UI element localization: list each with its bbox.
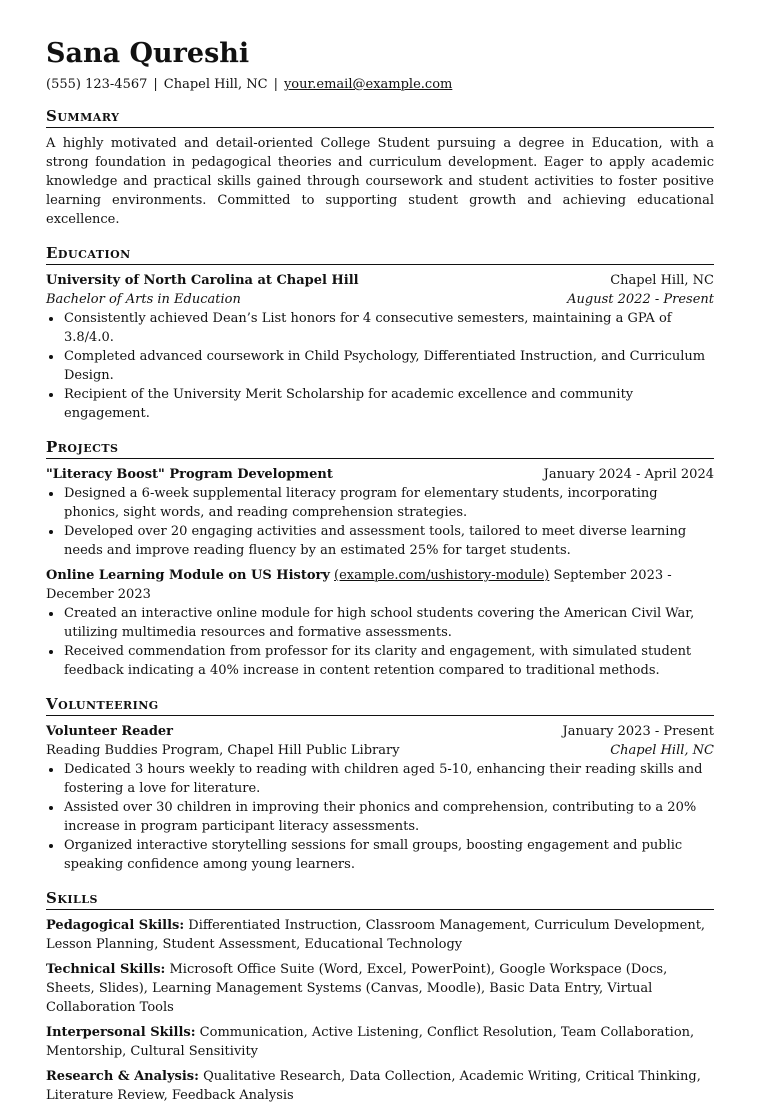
school-name: University of North Carolina at Chapel Hill xyxy=(46,273,359,288)
education-heading: Education xyxy=(46,243,714,265)
education-bullets xyxy=(46,309,714,423)
project-name: Online Learning Module on US History xyxy=(46,568,330,583)
skill-line xyxy=(46,1023,714,1061)
contact-line xyxy=(46,76,714,94)
volunteer-entry xyxy=(46,722,714,874)
skill-label: Research & Analysis: xyxy=(46,1069,199,1084)
skill-label: Pedagogical Skills: xyxy=(46,918,185,933)
school-location: Chapel Hill, NC xyxy=(610,273,714,288)
volunteer-bullets xyxy=(46,760,714,874)
project-name: "Literacy Boost" Program Development xyxy=(46,467,333,482)
separator: | xyxy=(153,77,158,92)
list-item: • Dedicated 3 hours weekly to reading with children aged 5-10, enhancing their reading skills and fostering a love for literature. xyxy=(63,760,714,798)
skill-label: Interpersonal Skills: xyxy=(46,1025,196,1040)
volunteer-role: Volunteer Reader xyxy=(46,724,174,739)
skill-text: Microsoft Office Suite (Word, Excel, PowerPoint), Google Workspace (Docs, Sheets, Slides), Learning Management Systems (Canvas, Moodle), Basic Data Entry, Virtual Collaboration Tools xyxy=(46,962,668,1015)
volunteer-location: Chapel Hill, NC xyxy=(610,743,714,758)
applicant-name: Sana Qureshi xyxy=(46,38,250,69)
volunteer-dates: January 2023 - Present xyxy=(562,724,714,739)
skill-line xyxy=(46,1067,714,1105)
education-entry xyxy=(46,271,714,423)
list-item: • Organized interactive storytelling sessions for small groups, boosting engagement and public speaking confidence among young learners. xyxy=(63,836,714,874)
projects-heading: Projects xyxy=(46,437,714,459)
list-item: • Received commendation from professor for its clarity and engagement, with simulated student feedback indicating a 40% increase in content retention compared to traditional methods. xyxy=(63,642,714,680)
degree: Bachelor of Arts in Education xyxy=(46,292,241,307)
project-entry xyxy=(46,566,714,680)
volunteer-org: Reading Buddies Program, Chapel Hill Public Library xyxy=(46,743,400,758)
phone-number: (555) 123-4567 xyxy=(46,77,148,92)
list-item: • Recipient of the University Merit Scholarship for academic excellence and community engagement. xyxy=(63,385,714,423)
skill-text: Differentiated Instruction, Classroom Management, Curriculum Development, Lesson Planning, Student Assessment, Educational Technology xyxy=(46,918,706,952)
project-dates: January 2024 - April 2024 xyxy=(543,467,714,482)
summary-text: A highly motivated and detail-oriented College Student pursuing a degree in Education, with a strong foundation in pedagogical theories and curriculum development. Eager to apply academic knowledge and practical skills gained through coursework and student activities to foster positive learning environments. Committed to supporting student growth and achieving educational excellence. xyxy=(46,136,714,227)
project-bullets xyxy=(46,484,714,560)
volunteering-heading: Volunteering xyxy=(46,694,714,716)
skill-text: Qualitative Research, Data Collection, Academic Writing, Critical Thinking, Literature Review, Feedback Analysis xyxy=(46,1069,701,1103)
list-item: • Created an interactive online module for high school students covering the American Civil War, utilizing multimedia resources and formative assessments. xyxy=(63,604,714,642)
summary-heading: Summary xyxy=(46,106,714,128)
separator: | xyxy=(273,77,278,92)
project-link[interactable]: (example.com/ushistory-module) xyxy=(334,568,550,583)
project-bullets xyxy=(46,604,714,680)
list-item: • Assisted over 30 children in improving their phonics and comprehension, contributing to a 20% increase in program participant literacy assessments. xyxy=(63,798,714,836)
list-item: • Developed over 20 engaging activities and assessment tools, tailored to meet diverse learning needs and improve reading fluency by an estimated 25% for target students. xyxy=(63,522,714,560)
skill-text: Communication, Active Listening, Conflict Resolution, Team Collaboration, Mentorship, Cultural Sensitivity xyxy=(46,1025,695,1059)
skill-label: Technical Skills: xyxy=(46,962,166,977)
skill-line xyxy=(46,916,714,954)
location: Chapel Hill, NC xyxy=(163,77,268,92)
email-link[interactable]: your.email@example.com xyxy=(283,77,453,92)
project-entry xyxy=(46,465,714,560)
list-item: • Consistently achieved Dean’s List honors for 4 consecutive semesters, maintaining a GPA of 3.8/4.0. xyxy=(63,309,714,347)
list-item: • Designed a 6-week supplemental literacy program for elementary students, incorporating phonics, sight words, and reading comprehension strategies. xyxy=(63,484,714,522)
list-item: • Completed advanced coursework in Child Psychology, Differentiated Instruction, and Curriculum Design. xyxy=(63,347,714,385)
skill-line xyxy=(46,960,714,1017)
project-dates: September 2023 - December 2023 xyxy=(46,568,672,602)
education-dates: August 2022 - Present xyxy=(567,292,714,307)
skills-heading: Skills xyxy=(46,888,714,910)
